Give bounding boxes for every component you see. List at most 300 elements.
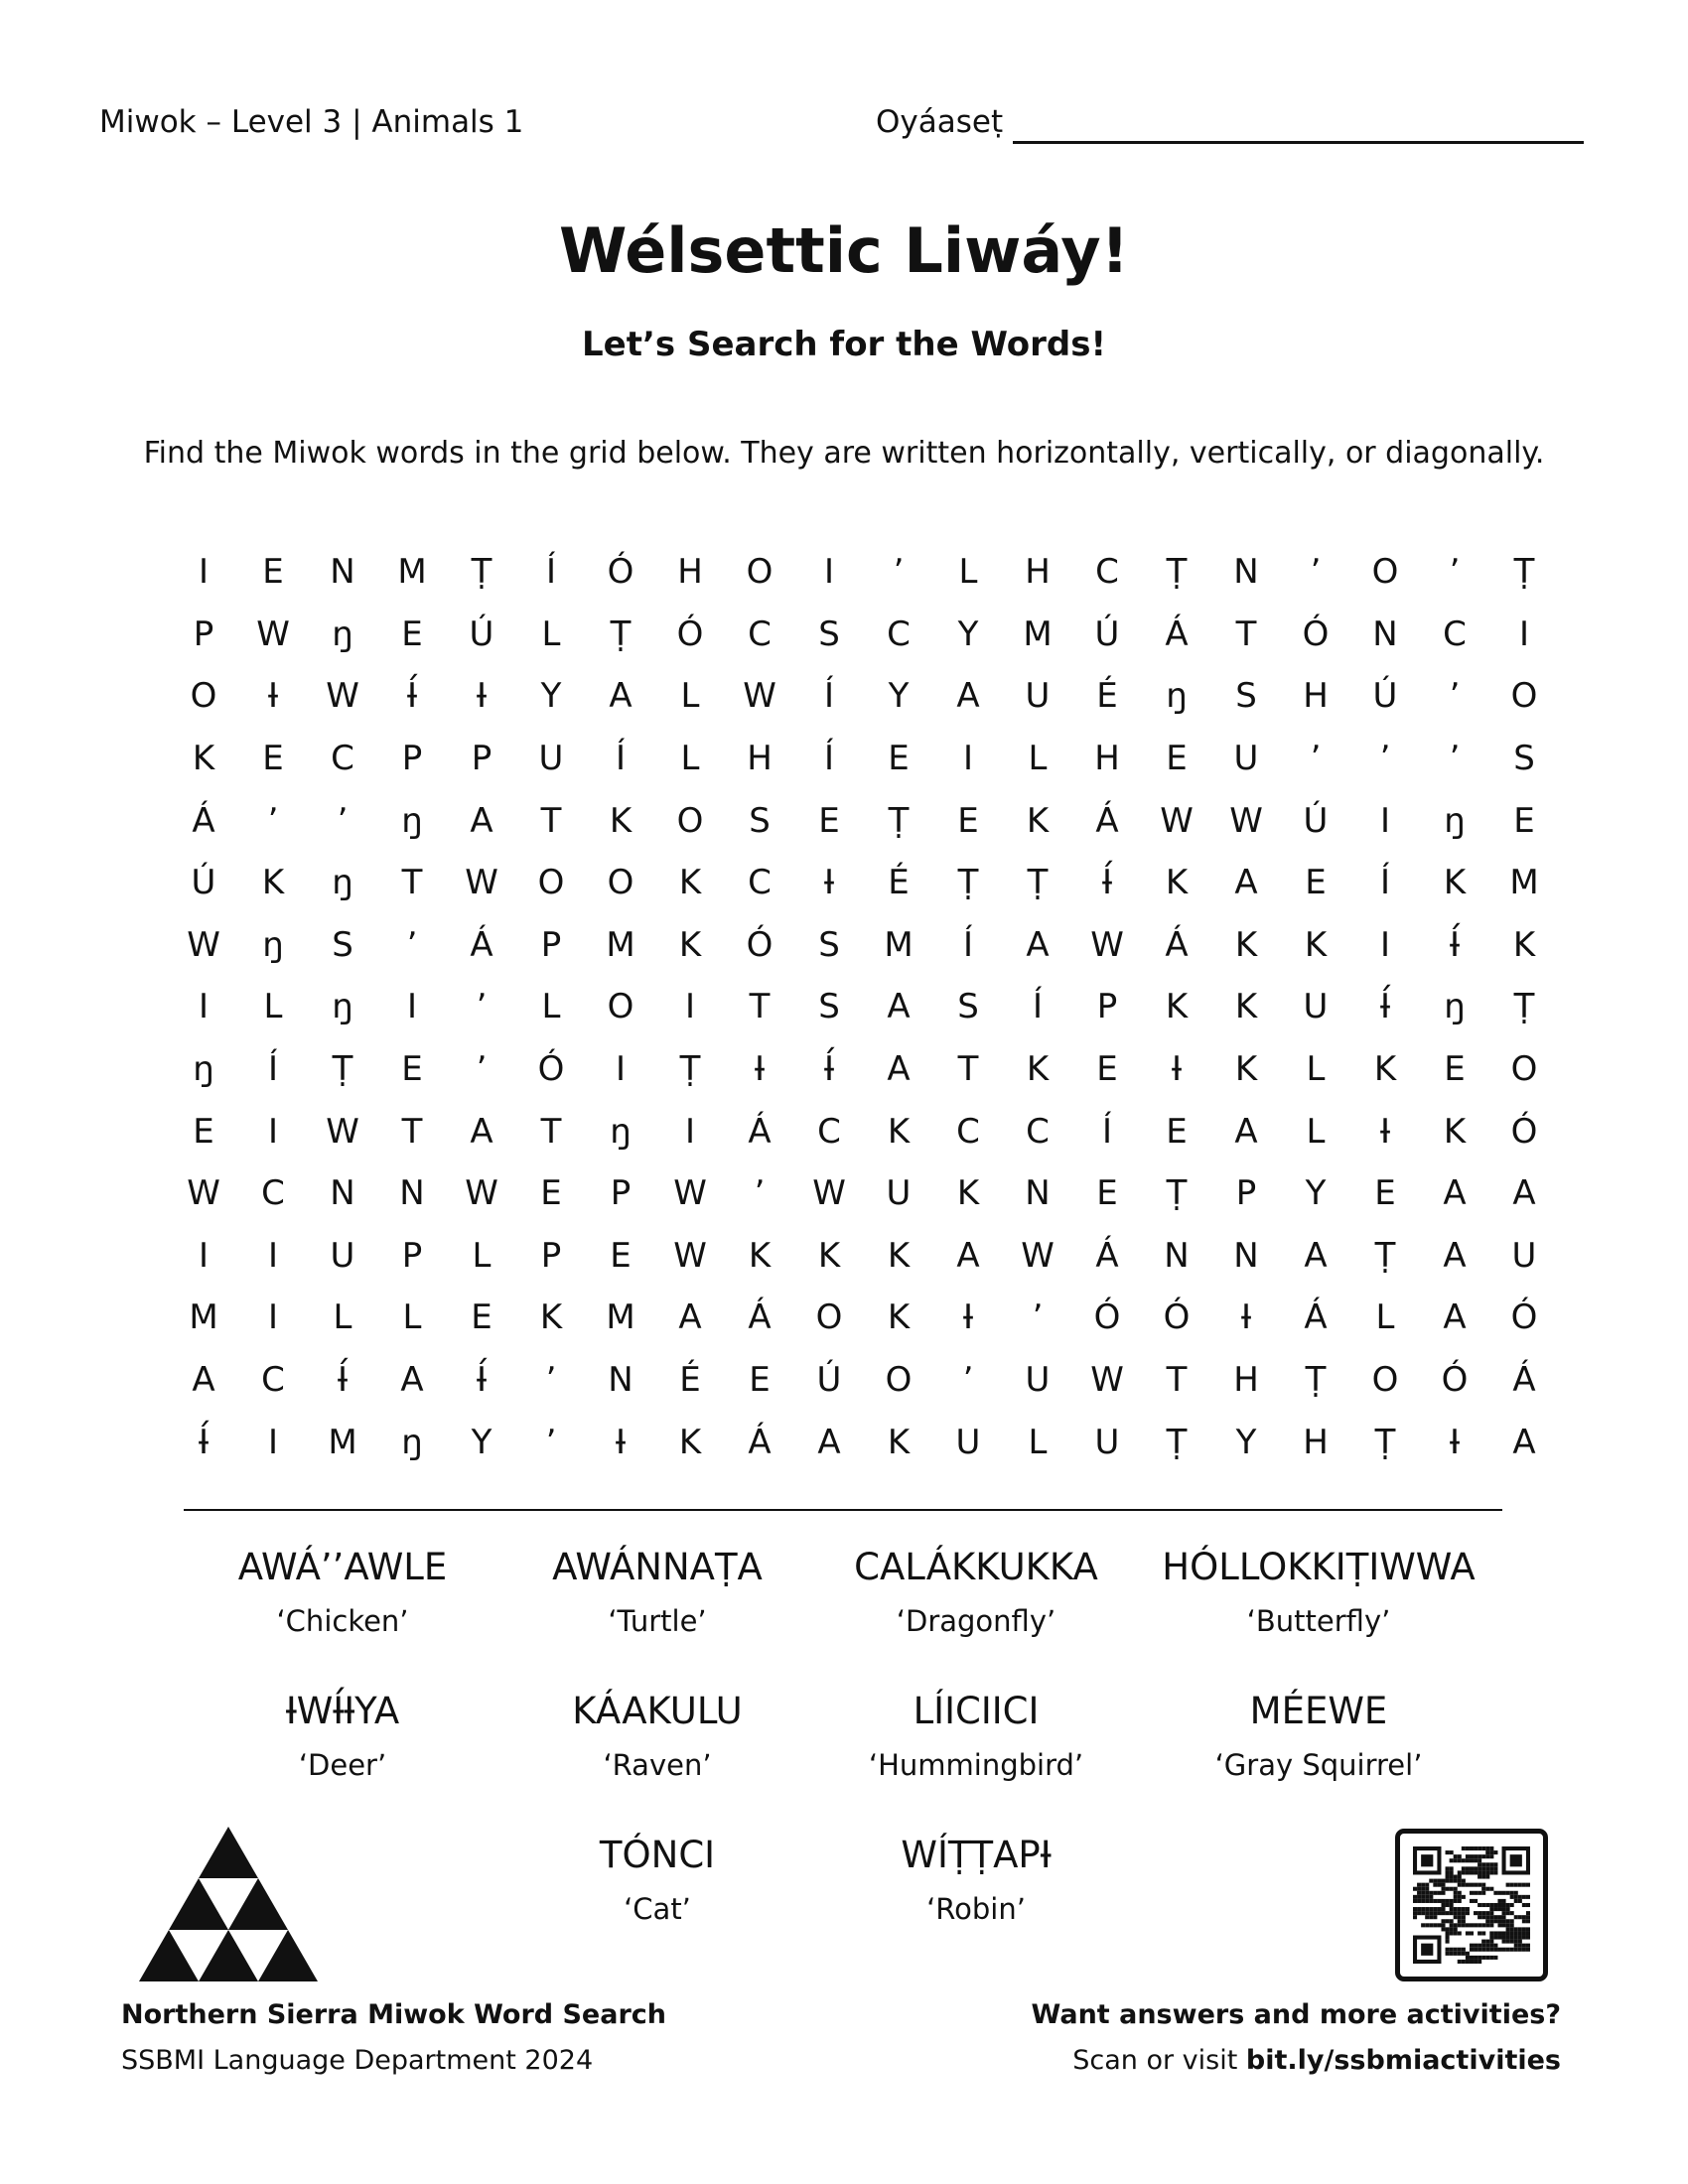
grid-letter[interactable]: ’ xyxy=(1449,739,1461,779)
grid-letter[interactable]: E xyxy=(401,1049,423,1090)
grid-letter[interactable]: L xyxy=(680,676,700,717)
grid-letter[interactable]: ’ xyxy=(545,1422,557,1462)
grid-letter[interactable]: Á xyxy=(748,1111,772,1152)
grid-letter[interactable]: I xyxy=(198,1235,210,1276)
grid-letter[interactable]: Ṭ xyxy=(679,1049,701,1090)
grid-letter[interactable]: Y xyxy=(888,676,910,717)
grid-letter[interactable]: I xyxy=(267,1111,279,1152)
grid-letter[interactable]: I xyxy=(198,987,210,1027)
grid-letter[interactable]: A xyxy=(609,676,633,717)
grid-letter[interactable]: I xyxy=(198,552,210,593)
grid-letter[interactable]: Ɨ́ xyxy=(337,1360,349,1401)
grid-letter[interactable]: N xyxy=(1233,1235,1259,1276)
grid-letter[interactable]: I xyxy=(1379,800,1391,841)
grid-letter[interactable]: P xyxy=(540,924,562,965)
grid-letter[interactable]: O xyxy=(607,987,634,1027)
footer-link[interactable]: bit.ly/ssbmiactivities xyxy=(1245,2045,1561,2076)
grid-letter[interactable]: A xyxy=(400,1360,424,1401)
name-line[interactable] xyxy=(1013,141,1584,144)
grid-letter[interactable]: Ɨ xyxy=(1379,1111,1391,1152)
grid-letter[interactable]: Í xyxy=(1101,1111,1113,1152)
grid-letter[interactable]: E xyxy=(262,739,284,779)
grid-letter[interactable]: Í xyxy=(1379,863,1391,903)
grid-letter[interactable]: Í xyxy=(545,552,557,593)
grid-letter[interactable]: I xyxy=(267,1422,279,1462)
grid-letter[interactable]: I xyxy=(1518,614,1530,654)
grid-letter[interactable]: L xyxy=(541,614,561,654)
grid-letter[interactable]: L xyxy=(1028,1422,1048,1462)
grid-letter[interactable]: Ó xyxy=(1302,614,1330,654)
grid-letter[interactable]: ŋ xyxy=(332,987,353,1027)
grid-letter[interactable]: P xyxy=(193,614,214,654)
grid-letter[interactable]: K xyxy=(192,739,215,779)
grid-letter[interactable]: Á xyxy=(1165,924,1189,965)
grid-letter[interactable]: A xyxy=(1234,1111,1258,1152)
grid-letter[interactable]: A xyxy=(1443,1235,1467,1276)
grid-letter[interactable]: P xyxy=(1235,1173,1257,1214)
grid-letter[interactable]: A xyxy=(1234,863,1258,903)
grid-letter[interactable]: E xyxy=(1166,739,1188,779)
grid-letter[interactable]: Á xyxy=(1165,614,1189,654)
grid-letter[interactable]: L xyxy=(1306,1049,1326,1090)
grid-letter[interactable]: Ṭ xyxy=(957,863,979,903)
grid-letter[interactable]: Ó xyxy=(537,1049,565,1090)
grid-letter[interactable]: O xyxy=(1510,676,1538,717)
grid-letter[interactable]: S xyxy=(818,987,840,1027)
grid-letter[interactable]: K xyxy=(1234,924,1258,965)
grid-letter[interactable]: Y xyxy=(1305,1173,1327,1214)
grid-letter[interactable]: C xyxy=(331,739,354,779)
grid-letter[interactable]: E xyxy=(749,1360,771,1401)
grid-letter[interactable]: Á xyxy=(470,924,493,965)
grid-letter[interactable]: ŋ xyxy=(1166,676,1188,717)
grid-letter[interactable]: W xyxy=(326,676,359,717)
grid-letter[interactable]: C xyxy=(261,1360,285,1401)
grid-letter[interactable]: U xyxy=(1025,1360,1051,1401)
grid-letter[interactable]: L xyxy=(1306,1111,1326,1152)
grid-letter[interactable]: I xyxy=(684,1111,696,1152)
grid-letter[interactable]: K xyxy=(887,1235,911,1276)
grid-letter[interactable]: E xyxy=(1166,1111,1188,1152)
grid-letter[interactable]: ŋ xyxy=(1444,800,1466,841)
grid-letter[interactable]: E xyxy=(193,1111,214,1152)
qr-code[interactable] xyxy=(1395,1829,1548,1981)
grid-letter[interactable]: K xyxy=(956,1173,980,1214)
grid-letter[interactable]: E xyxy=(262,552,284,593)
grid-letter[interactable]: S xyxy=(332,924,353,965)
grid-letter[interactable]: ’ xyxy=(337,800,349,841)
grid-letter[interactable]: L xyxy=(1028,739,1048,779)
grid-letter[interactable]: ’ xyxy=(1449,552,1461,593)
grid-letter[interactable]: P xyxy=(401,1235,423,1276)
grid-letter[interactable]: ŋ xyxy=(1444,987,1466,1027)
grid-letter[interactable]: Ɨ xyxy=(615,1422,627,1462)
grid-letter[interactable]: A xyxy=(1443,1173,1467,1214)
grid-letter[interactable]: A xyxy=(1026,924,1050,965)
grid-letter[interactable]: S xyxy=(818,614,840,654)
grid-letter[interactable]: Á xyxy=(1095,800,1119,841)
grid-letter[interactable]: U xyxy=(1233,739,1259,779)
grid-letter[interactable]: É xyxy=(679,1360,701,1401)
grid-letter[interactable]: N xyxy=(1233,552,1259,593)
grid-letter[interactable]: E xyxy=(401,614,423,654)
grid-letter[interactable]: Ɨ xyxy=(1449,1422,1461,1462)
grid-letter[interactable]: E xyxy=(471,1297,492,1338)
grid-letter[interactable]: A xyxy=(192,1360,215,1401)
grid-letter[interactable]: A xyxy=(887,1049,911,1090)
grid-letter[interactable]: T xyxy=(401,1111,423,1152)
grid-letter[interactable]: W xyxy=(673,1173,707,1214)
grid-letter[interactable]: H xyxy=(1303,676,1329,717)
grid-letter[interactable]: E xyxy=(1513,800,1535,841)
grid-letter[interactable]: Ó xyxy=(1510,1111,1538,1152)
grid-letter[interactable]: T xyxy=(401,863,423,903)
grid-letter[interactable]: Í xyxy=(1032,987,1044,1027)
grid-letter[interactable]: Y xyxy=(1235,1422,1257,1462)
grid-letter[interactable]: C xyxy=(817,1111,841,1152)
grid-letter[interactable]: Ɨ xyxy=(267,676,279,717)
grid-letter[interactable]: Ú xyxy=(1094,614,1120,654)
grid-letter[interactable]: K xyxy=(1026,1049,1050,1090)
grid-letter[interactable]: ’ xyxy=(406,924,418,965)
grid-letter[interactable]: Ú xyxy=(469,614,494,654)
grid-letter[interactable]: L xyxy=(541,987,561,1027)
grid-letter[interactable]: M xyxy=(884,924,914,965)
grid-letter[interactable]: M xyxy=(189,1297,218,1338)
grid-letter[interactable]: P xyxy=(471,739,492,779)
grid-letter[interactable]: I xyxy=(823,552,835,593)
grid-letter[interactable]: H xyxy=(677,552,703,593)
grid-letter[interactable]: E xyxy=(1096,1049,1118,1090)
grid-letter[interactable]: W xyxy=(1160,800,1194,841)
grid-letter[interactable]: N xyxy=(1372,614,1398,654)
grid-letter[interactable]: N xyxy=(330,1173,355,1214)
grid-letter[interactable]: A xyxy=(956,676,980,717)
grid-letter[interactable]: L xyxy=(402,1297,422,1338)
grid-letter[interactable]: ŋ xyxy=(332,614,353,654)
grid-letter[interactable]: A xyxy=(1304,1235,1328,1276)
grid-letter[interactable]: Ɨ xyxy=(476,676,488,717)
grid-letter[interactable]: N xyxy=(608,1360,633,1401)
grid-letter[interactable]: É xyxy=(1096,676,1118,717)
grid-letter[interactable]: C xyxy=(887,614,911,654)
grid-letter[interactable]: K xyxy=(887,1297,911,1338)
grid-letter[interactable]: Ɨ́ xyxy=(406,676,418,717)
grid-letter[interactable]: Ɨ́ xyxy=(1449,924,1461,965)
grid-letter[interactable]: Í xyxy=(615,739,627,779)
grid-letter[interactable]: O xyxy=(537,863,565,903)
grid-letter[interactable]: W xyxy=(187,924,220,965)
grid-letter[interactable]: P xyxy=(401,739,423,779)
grid-letter[interactable]: ŋ xyxy=(332,863,353,903)
grid-letter[interactable]: M xyxy=(328,1422,357,1462)
grid-letter[interactable]: O xyxy=(746,552,774,593)
grid-letter[interactable]: ŋ xyxy=(610,1111,632,1152)
grid-letter[interactable]: E xyxy=(957,800,979,841)
grid-letter[interactable]: P xyxy=(540,1235,562,1276)
grid-letter[interactable]: A xyxy=(678,1297,702,1338)
grid-letter[interactable]: K xyxy=(678,863,702,903)
grid-letter[interactable]: L xyxy=(472,1235,492,1276)
grid-letter[interactable]: E xyxy=(1096,1173,1118,1214)
grid-letter[interactable]: K xyxy=(887,1422,911,1462)
grid-letter[interactable]: O xyxy=(1371,552,1399,593)
grid-letter[interactable]: ’ xyxy=(893,552,905,593)
grid-letter[interactable]: A xyxy=(817,1422,841,1462)
grid-letter[interactable]: W xyxy=(1090,924,1124,965)
grid-letter[interactable]: K xyxy=(609,800,633,841)
grid-letter[interactable]: Á xyxy=(1512,1360,1536,1401)
grid-letter[interactable]: ŋ xyxy=(262,924,284,965)
grid-letter[interactable]: Ú xyxy=(1372,676,1398,717)
grid-letter[interactable]: K xyxy=(261,863,285,903)
grid-letter[interactable]: S xyxy=(749,800,771,841)
grid-letter[interactable]: I xyxy=(267,1235,279,1276)
grid-letter[interactable]: C xyxy=(1026,1111,1050,1152)
grid-letter[interactable]: K xyxy=(1373,1049,1397,1090)
grid-letter[interactable]: Á xyxy=(192,800,215,841)
grid-letter[interactable]: ’ xyxy=(1379,739,1391,779)
grid-letter[interactable]: Ṭ xyxy=(1374,1235,1396,1276)
grid-letter[interactable]: E xyxy=(888,739,910,779)
grid-letter[interactable]: O xyxy=(885,1360,913,1401)
grid-letter[interactable]: Ó xyxy=(607,552,634,593)
grid-letter[interactable]: ’ xyxy=(545,1360,557,1401)
grid-letter[interactable]: ŋ xyxy=(401,800,423,841)
grid-letter[interactable]: W xyxy=(673,1235,707,1276)
grid-letter[interactable]: Ɨ xyxy=(1240,1297,1252,1338)
grid-letter[interactable]: W xyxy=(326,1111,359,1152)
grid-letter[interactable]: E xyxy=(610,1235,632,1276)
grid-letter[interactable]: K xyxy=(1165,987,1189,1027)
grid-letter[interactable]: E xyxy=(540,1173,562,1214)
grid-letter[interactable]: ’ xyxy=(476,1049,488,1090)
grid-letter[interactable]: C xyxy=(748,863,772,903)
grid-letter[interactable]: K xyxy=(1165,863,1189,903)
grid-letter[interactable]: ’ xyxy=(1310,552,1322,593)
grid-letter[interactable]: O xyxy=(190,676,217,717)
grid-letter[interactable]: A xyxy=(956,1235,980,1276)
grid-letter[interactable]: T xyxy=(1166,1360,1188,1401)
grid-letter[interactable]: I xyxy=(267,1297,279,1338)
grid-letter[interactable]: W xyxy=(187,1173,220,1214)
grid-letter[interactable]: H xyxy=(1303,1422,1329,1462)
grid-letter[interactable]: I xyxy=(684,987,696,1027)
grid-letter[interactable]: T xyxy=(957,1049,979,1090)
grid-letter[interactable]: W xyxy=(465,863,498,903)
grid-letter[interactable]: E xyxy=(1374,1173,1396,1214)
grid-letter[interactable]: I xyxy=(406,987,418,1027)
grid-letter[interactable]: Í xyxy=(962,924,974,965)
grid-letter[interactable]: Á xyxy=(1095,1235,1119,1276)
grid-letter[interactable]: M xyxy=(606,1297,635,1338)
grid-letter[interactable]: Ó xyxy=(676,614,704,654)
grid-letter[interactable]: S xyxy=(1513,739,1535,779)
grid-letter[interactable]: U xyxy=(1511,1235,1537,1276)
grid-letter[interactable]: Í xyxy=(267,1049,279,1090)
grid-letter[interactable]: Ṭ xyxy=(1027,863,1049,903)
grid-letter[interactable]: C xyxy=(261,1173,285,1214)
grid-letter[interactable]: E xyxy=(1444,1049,1466,1090)
grid-letter[interactable]: H xyxy=(1233,1360,1259,1401)
grid-letter[interactable]: Ú xyxy=(1303,800,1329,841)
grid-letter[interactable]: K xyxy=(1443,863,1467,903)
grid-letter[interactable]: P xyxy=(1096,987,1118,1027)
grid-letter[interactable]: H xyxy=(1094,739,1120,779)
grid-letter[interactable]: M xyxy=(1509,863,1539,903)
grid-letter[interactable]: Í xyxy=(823,676,835,717)
grid-letter[interactable]: Á xyxy=(748,1422,772,1462)
grid-letter[interactable]: I xyxy=(1379,924,1391,965)
grid-letter[interactable]: Y xyxy=(471,1422,492,1462)
grid-letter[interactable]: A xyxy=(1512,1173,1536,1214)
grid-letter[interactable]: Ṭ xyxy=(1166,1422,1188,1462)
grid-letter[interactable]: Ṭ xyxy=(1374,1422,1396,1462)
grid-letter[interactable]: T xyxy=(540,800,562,841)
grid-letter[interactable]: U xyxy=(1303,987,1329,1027)
grid-letter[interactable]: O xyxy=(676,800,704,841)
grid-letter[interactable]: Ú xyxy=(191,863,216,903)
grid-letter[interactable]: A xyxy=(1443,1297,1467,1338)
grid-letter[interactable]: P xyxy=(610,1173,632,1214)
grid-letter[interactable]: I xyxy=(962,739,974,779)
grid-letter[interactable]: W xyxy=(256,614,290,654)
grid-letter[interactable]: L xyxy=(1375,1297,1395,1338)
grid-letter[interactable]: K xyxy=(1234,1049,1258,1090)
grid-letter[interactable]: L xyxy=(333,1297,352,1338)
grid-letter[interactable]: K xyxy=(817,1235,841,1276)
grid-letter[interactable]: Ṭ xyxy=(1513,987,1535,1027)
grid-letter[interactable]: U xyxy=(1025,676,1051,717)
grid-letter[interactable]: ŋ xyxy=(401,1422,423,1462)
grid-letter[interactable]: U xyxy=(1094,1422,1120,1462)
grid-letter[interactable]: E xyxy=(1305,863,1327,903)
grid-letter[interactable]: S xyxy=(957,987,979,1027)
grid-letter[interactable]: ’ xyxy=(754,1173,766,1214)
grid-letter[interactable]: Ṭ xyxy=(888,800,910,841)
grid-letter[interactable]: M xyxy=(397,552,427,593)
grid-letter[interactable]: T xyxy=(749,987,771,1027)
grid-letter[interactable]: Ṭ xyxy=(1166,1173,1188,1214)
grid-letter[interactable]: É xyxy=(888,863,910,903)
grid-letter[interactable]: Ɨ xyxy=(754,1049,766,1090)
grid-letter[interactable]: Ɨ xyxy=(823,863,835,903)
grid-letter[interactable]: K xyxy=(1234,987,1258,1027)
grid-letter[interactable]: K xyxy=(678,924,702,965)
grid-letter[interactable]: Ú xyxy=(816,1360,842,1401)
grid-letter[interactable]: ’ xyxy=(267,800,279,841)
grid-letter[interactable]: N xyxy=(1025,1173,1051,1214)
grid-letter[interactable]: O xyxy=(815,1297,843,1338)
grid-letter[interactable]: C xyxy=(1443,614,1467,654)
grid-letter[interactable]: C xyxy=(748,614,772,654)
grid-letter[interactable]: Ṭ xyxy=(1513,552,1535,593)
grid-letter[interactable]: O xyxy=(607,863,634,903)
grid-letter[interactable]: Ṭ xyxy=(332,1049,353,1090)
grid-letter[interactable]: Ɨ́ xyxy=(1379,987,1391,1027)
grid-letter[interactable]: T xyxy=(540,1111,562,1152)
grid-letter[interactable]: L xyxy=(263,987,283,1027)
grid-letter[interactable]: Ó xyxy=(746,924,774,965)
grid-letter[interactable]: W xyxy=(465,1173,498,1214)
grid-letter[interactable]: K xyxy=(1512,924,1536,965)
grid-letter[interactable]: H xyxy=(1025,552,1051,593)
grid-letter[interactable]: K xyxy=(748,1235,772,1276)
grid-letter[interactable]: U xyxy=(538,739,564,779)
grid-letter[interactable]: M xyxy=(1023,614,1053,654)
grid-letter[interactable]: M xyxy=(606,924,635,965)
grid-letter[interactable]: Ó xyxy=(1510,1297,1538,1338)
grid-letter[interactable]: Y xyxy=(540,676,562,717)
grid-letter[interactable]: ŋ xyxy=(193,1049,214,1090)
grid-letter[interactable]: K xyxy=(1304,924,1328,965)
grid-letter[interactable]: C xyxy=(956,1111,980,1152)
grid-letter[interactable]: ’ xyxy=(1032,1297,1044,1338)
grid-letter[interactable]: W xyxy=(1090,1360,1124,1401)
grid-letter[interactable]: Á xyxy=(748,1297,772,1338)
grid-letter[interactable]: W xyxy=(1229,800,1263,841)
grid-letter[interactable]: N xyxy=(330,552,355,593)
grid-letter[interactable]: O xyxy=(1510,1049,1538,1090)
grid-letter[interactable]: K xyxy=(678,1422,702,1462)
grid-letter[interactable]: I xyxy=(615,1049,627,1090)
grid-letter[interactable]: A xyxy=(1512,1422,1536,1462)
grid-letter[interactable]: ’ xyxy=(1310,739,1322,779)
grid-letter[interactable]: Ṭ xyxy=(610,614,632,654)
grid-letter[interactable]: E xyxy=(818,800,840,841)
grid-letter[interactable]: Ɨ́ xyxy=(823,1049,835,1090)
grid-letter[interactable]: L xyxy=(958,552,978,593)
grid-letter[interactable]: Ó xyxy=(1441,1360,1469,1401)
grid-letter[interactable]: Ɨ xyxy=(1171,1049,1183,1090)
grid-letter[interactable]: A xyxy=(470,800,493,841)
grid-letter[interactable]: N xyxy=(1164,1235,1190,1276)
grid-letter[interactable]: U xyxy=(955,1422,981,1462)
grid-letter[interactable]: ’ xyxy=(962,1360,974,1401)
grid-letter[interactable]: Ṭ xyxy=(471,552,492,593)
grid-letter[interactable]: O xyxy=(1371,1360,1399,1401)
grid-letter[interactable]: S xyxy=(1235,676,1257,717)
grid-letter[interactable]: Ó xyxy=(1163,1297,1191,1338)
grid-letter[interactable]: Ɨ xyxy=(962,1297,974,1338)
grid-letter[interactable]: Ɨ́ xyxy=(198,1422,210,1462)
grid-letter[interactable]: ’ xyxy=(1449,676,1461,717)
grid-letter[interactable]: Ɨ́ xyxy=(1101,863,1113,903)
grid-letter[interactable]: K xyxy=(1026,800,1050,841)
grid-letter[interactable]: W xyxy=(743,676,776,717)
grid-letter[interactable]: K xyxy=(539,1297,563,1338)
grid-letter[interactable]: Ṭ xyxy=(1166,552,1188,593)
grid-letter[interactable]: Ó xyxy=(1093,1297,1121,1338)
grid-letter[interactable]: W xyxy=(1021,1235,1055,1276)
grid-letter[interactable]: Ṭ xyxy=(1305,1360,1327,1401)
grid-letter[interactable]: T xyxy=(1235,614,1257,654)
grid-letter[interactable]: L xyxy=(680,739,700,779)
grid-letter[interactable]: ’ xyxy=(476,987,488,1027)
grid-letter[interactable]: U xyxy=(330,1235,355,1276)
grid-letter[interactable]: K xyxy=(1443,1111,1467,1152)
grid-letter[interactable]: Í xyxy=(823,739,835,779)
grid-letter[interactable]: Á xyxy=(1304,1297,1328,1338)
grid-letter[interactable]: N xyxy=(399,1173,425,1214)
grid-letter[interactable]: S xyxy=(818,924,840,965)
grid-letter[interactable]: H xyxy=(747,739,773,779)
grid-letter[interactable]: Ɨ́ xyxy=(476,1360,488,1401)
grid-letter[interactable]: U xyxy=(886,1173,912,1214)
grid-letter[interactable]: K xyxy=(887,1111,911,1152)
grid-letter[interactable]: A xyxy=(887,987,911,1027)
grid-letter[interactable]: W xyxy=(812,1173,846,1214)
